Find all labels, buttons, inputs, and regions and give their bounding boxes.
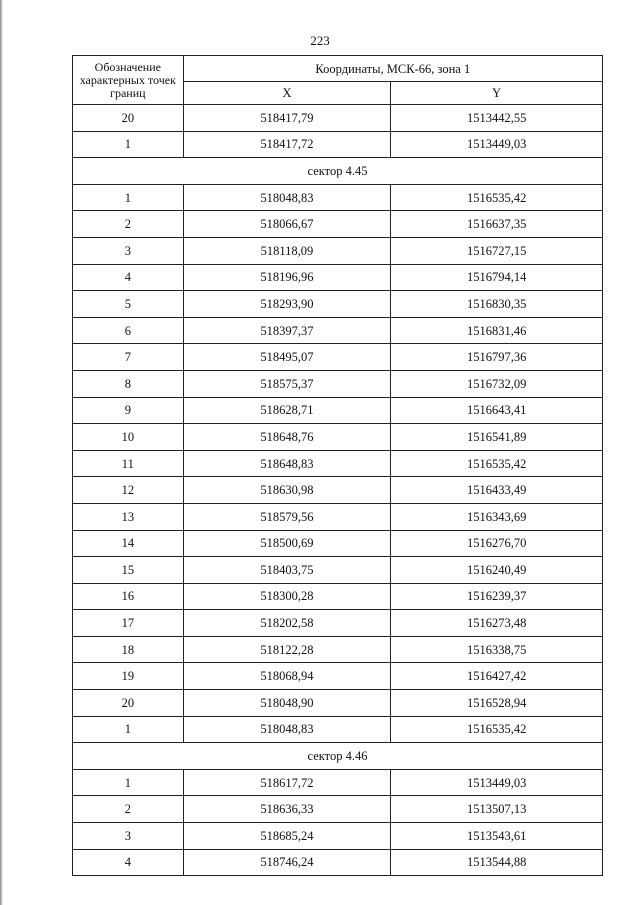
x-coordinate-cell: 518293,90 <box>183 291 391 318</box>
x-coordinate-cell: 518636,33 <box>183 796 391 823</box>
x-coordinate-cell: 518118,09 <box>183 237 391 264</box>
table-row <box>73 636 603 663</box>
table-row <box>73 184 603 211</box>
point-number-cell: 1 <box>73 184 184 211</box>
point-number-cell: 7 <box>73 344 184 371</box>
y-coordinate-cell: 1513449,03 <box>391 769 603 796</box>
point-number-cell: 13 <box>73 503 184 530</box>
y-coordinate-cell: 1516535,42 <box>391 716 603 743</box>
table-row <box>73 211 603 238</box>
y-coordinate-cell: 1516637,35 <box>391 211 603 238</box>
point-number-cell: 19 <box>73 663 184 690</box>
point-number-cell: 20 <box>73 690 184 717</box>
x-coordinate-cell: 518630,98 <box>183 477 391 504</box>
x-coordinate-cell: 518196,96 <box>183 264 391 291</box>
point-number-cell: 3 <box>73 823 184 850</box>
y-coordinate-cell: 1516343,69 <box>391 503 603 530</box>
table-row <box>73 424 603 451</box>
table-row <box>73 716 603 743</box>
sector-row <box>73 158 603 185</box>
table-row <box>73 503 603 530</box>
table-row <box>73 823 603 850</box>
sector-row <box>73 743 603 770</box>
point-number-cell: 10 <box>73 424 184 451</box>
x-coordinate-cell: 518048,83 <box>183 716 391 743</box>
header-coords-label: Координаты, МСК-66, зона 1 <box>183 56 602 82</box>
y-coordinate-cell: 1513507,13 <box>391 796 603 823</box>
x-coordinate-cell: 518068,94 <box>183 663 391 690</box>
table-row <box>73 397 603 424</box>
x-coordinate-cell: 518202,58 <box>183 610 391 637</box>
header-point-label: Обозначение характерных точек границ <box>73 56 184 105</box>
x-coordinate-cell: 518403,75 <box>183 557 391 584</box>
x-coordinate-cell: 518648,83 <box>183 450 391 477</box>
header-y-label: Y <box>391 82 603 105</box>
table-row <box>73 690 603 717</box>
point-number-cell: 16 <box>73 583 184 610</box>
table-row <box>73 557 603 584</box>
table-row <box>73 237 603 264</box>
y-coordinate-cell: 1516797,36 <box>391 344 603 371</box>
y-coordinate-cell: 1516535,42 <box>391 184 603 211</box>
x-coordinate-cell: 518122,28 <box>183 636 391 663</box>
y-coordinate-cell: 1516240,49 <box>391 557 603 584</box>
point-number-cell: 15 <box>73 557 184 584</box>
x-coordinate-cell: 518048,83 <box>183 184 391 211</box>
point-number-cell: 17 <box>73 610 184 637</box>
y-coordinate-cell: 1516541,89 <box>391 424 603 451</box>
y-coordinate-cell: 1516732,09 <box>391 370 603 397</box>
coordinates-table <box>72 55 603 876</box>
x-coordinate-cell: 518648,76 <box>183 424 391 451</box>
y-coordinate-cell: 1516427,42 <box>391 663 603 690</box>
x-coordinate-cell: 518397,37 <box>183 317 391 344</box>
y-coordinate-cell: 1516528,94 <box>391 690 603 717</box>
y-coordinate-cell: 1516727,15 <box>391 237 603 264</box>
table-row <box>73 583 603 610</box>
table-row <box>73 317 603 344</box>
point-number-cell: 3 <box>73 237 184 264</box>
x-coordinate-cell: 518300,28 <box>183 583 391 610</box>
point-number-cell: 6 <box>73 317 184 344</box>
y-coordinate-cell: 1516276,70 <box>391 530 603 557</box>
table-row <box>73 105 603 132</box>
x-coordinate-cell: 518685,24 <box>183 823 391 850</box>
x-coordinate-cell: 518575,37 <box>183 370 391 397</box>
table-row <box>73 663 603 690</box>
header-x-label: X <box>183 82 391 105</box>
y-coordinate-cell: 1516535,42 <box>391 450 603 477</box>
point-number-cell: 8 <box>73 370 184 397</box>
y-coordinate-cell: 1516830,35 <box>391 291 603 318</box>
y-coordinate-cell: 1516433,49 <box>391 477 603 504</box>
x-coordinate-cell: 518579,56 <box>183 503 391 530</box>
table-row <box>73 610 603 637</box>
table-row <box>73 264 603 291</box>
x-coordinate-cell: 518048,90 <box>183 690 391 717</box>
table-row <box>73 131 603 158</box>
sector-title: сектор 4.45 <box>73 158 603 185</box>
table-row <box>73 344 603 371</box>
y-coordinate-cell: 1513442,55 <box>391 105 603 132</box>
x-coordinate-cell: 518628,71 <box>183 397 391 424</box>
point-number-cell: 5 <box>73 291 184 318</box>
y-coordinate-cell: 1513544,88 <box>391 849 603 876</box>
table-header <box>73 56 603 105</box>
point-number-cell: 1 <box>73 769 184 796</box>
point-number-cell: 11 <box>73 450 184 477</box>
y-coordinate-cell: 1516794,14 <box>391 264 603 291</box>
y-coordinate-cell: 1516643,41 <box>391 397 603 424</box>
x-coordinate-cell: 518746,24 <box>183 849 391 876</box>
y-coordinate-cell: 1516831,46 <box>391 317 603 344</box>
y-coordinate-cell: 1516239,37 <box>391 583 603 610</box>
point-number-cell: 1 <box>73 131 184 158</box>
point-number-cell: 4 <box>73 264 184 291</box>
point-number-cell: 4 <box>73 849 184 876</box>
page-number: 223 <box>310 33 330 48</box>
point-number-cell: 2 <box>73 796 184 823</box>
table-row <box>73 530 603 557</box>
x-coordinate-cell: 518417,79 <box>183 105 391 132</box>
point-number-cell: 2 <box>73 211 184 238</box>
point-number-cell: 20 <box>73 105 184 132</box>
point-number-cell: 1 <box>73 716 184 743</box>
table-row <box>73 796 603 823</box>
table-row <box>73 769 603 796</box>
sector-title: сектор 4.46 <box>73 743 603 770</box>
table-body <box>73 105 603 876</box>
x-coordinate-cell: 518495,07 <box>183 344 391 371</box>
table-row <box>73 370 603 397</box>
x-coordinate-cell: 518417,72 <box>183 131 391 158</box>
table-row <box>73 849 603 876</box>
table-row <box>73 450 603 477</box>
point-number-cell: 12 <box>73 477 184 504</box>
y-coordinate-cell: 1513449,03 <box>391 131 603 158</box>
y-coordinate-cell: 1516273,48 <box>391 610 603 637</box>
x-coordinate-cell: 518066,67 <box>183 211 391 238</box>
point-number-cell: 9 <box>73 397 184 424</box>
table-row <box>73 477 603 504</box>
point-number-cell: 14 <box>73 530 184 557</box>
y-coordinate-cell: 1513543,61 <box>391 823 603 850</box>
x-coordinate-cell: 518617,72 <box>183 769 391 796</box>
point-number-cell: 18 <box>73 636 184 663</box>
scan-edge <box>0 0 3 905</box>
y-coordinate-cell: 1516338,75 <box>391 636 603 663</box>
table-row <box>73 291 603 318</box>
x-coordinate-cell: 518500,69 <box>183 530 391 557</box>
